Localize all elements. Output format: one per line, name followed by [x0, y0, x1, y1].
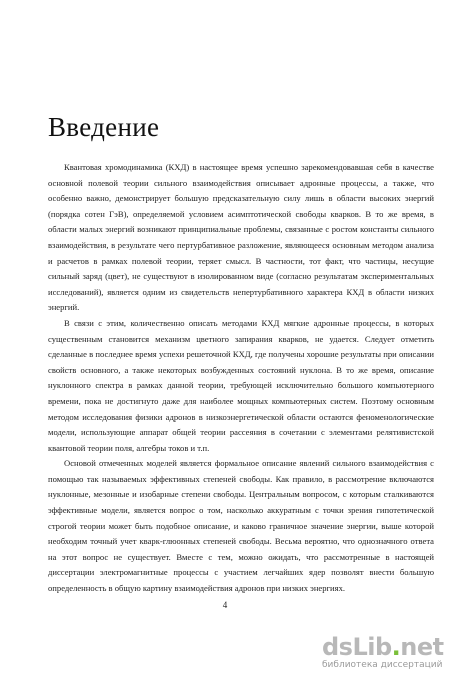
body-text — [48, 160, 434, 597]
paragraph-1: Квантовая хромодинамика (КХД) в настоящее время успешно зарекомендовавшая себя в качестве основной полевой теории сильного взаимодействия описывает адронные процессы, а также, что особенно важно, демонстрирует большую предсказательную силу лишь в области высоких энергий (порядка сотен ГэВ), определяемой условием асимптотической свободы кварков. В то же время, в области малых энергий возникают принципиальные проблемы, связанные с ростом константы сильного взаимодействия, в результате чего пертурбативное разложение, являющееся основным методом анализа и расчетов в рамках полевой теории, теряет смысл. В частности, тот факт, что частицы, несущие сильный заряд (цвет), не существуют в изолированном виде (согласно результатам экспериментальных исследований), является одним из свидетельств непертурбативного характера КХД в области низких энергий. — [48, 162, 434, 313]
paragraph-3: Основой отмеченных моделей является формальное описание явлений сильного взаимодействия с помощью так называемых эффективных степеней свободы. Как правило, в рассмотрение включаются нуклонные, мезонные и изобарные степени свободы. Центральным вопросом, с которым сталкиваются эффективные модели, является вопрос о том, насколько аккуратным с точки зрения гипотетической строгой теории может быть подобное описание, и каково граничное значение энергии, выше которой необходим точный учет кварк-глюонных степеней свободы. Весьма вероятно, что однозначного ответа на этот вопрос не существует. Вместе с тем, можно ожидать, что рассмотренные в настоящей диссертации электромагнитные процессы с участием легчайших ядер позволят внести большую определенность в общую картину взаимодействия адронов при низких энергиях. — [48, 458, 434, 594]
chapter-title: Введение — [48, 112, 160, 142]
watermark-logo-tld: net — [400, 633, 444, 661]
watermark-logo — [322, 634, 442, 670]
watermark-logo-text — [322, 634, 442, 660]
watermark-logo-dot: . — [391, 633, 401, 661]
page-number: 4 — [222, 600, 228, 610]
watermark-caption: библиотека диссертаций — [322, 660, 443, 670]
paragraph-2: В связи с этим, количественно описать методами КХД мягкие адронные процессы, в которых существенным становится механизм цветного запирания кварков, не удается. Следует отметить сделанные в последнее время успехи решеточной КХД, где получены хорошие результаты при описании свойств основного, а также некоторых возбужденных состояний нуклона. В то же время, описание нуклонного спектра в рамках данной теории, требующей исключительно большого компьютерного времени, пока не достигнуто даже для наиболее мощных компьютерных систем. Поэтому основным методом исследования физики адронов в низкоэнергетической области остаются феноменологические модели, использующие аппарат общей теории рассеяния в сочетании с элементами релятивистской квантовой теории поля, алгебры токов и т.п. — [48, 317, 434, 453]
watermark-logo-main: dsLib — [322, 633, 392, 661]
